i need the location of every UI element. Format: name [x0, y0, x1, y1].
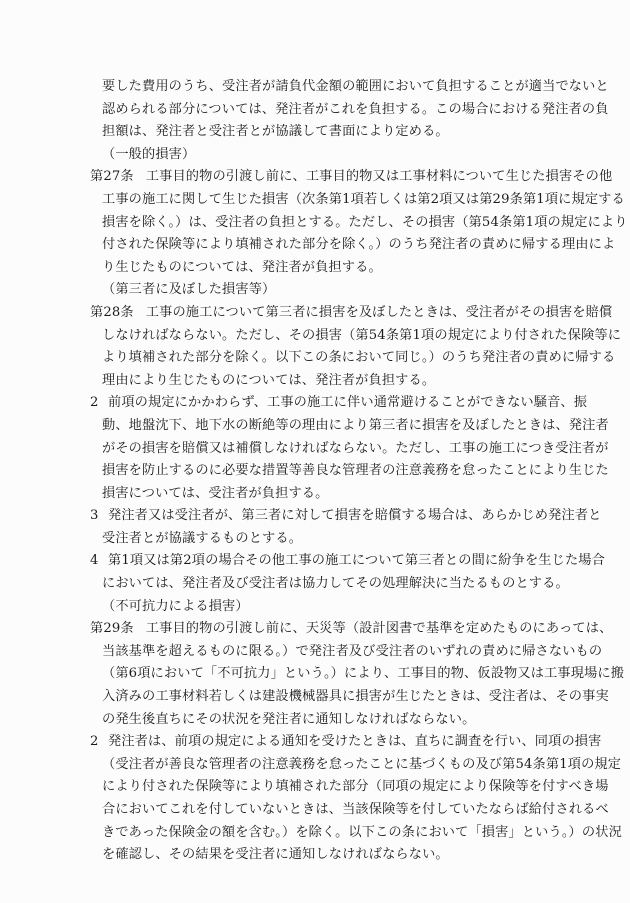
paragraph-first-line — [90, 505, 602, 528]
paragraph-number: 2 — [90, 395, 99, 411]
text-line: の発生後直ちにその状況を発注者に通知しなければならない。 — [102, 711, 476, 727]
article-first-line — [90, 302, 613, 325]
text-line: 損害を防止するのに必要な措置等善良な管理者の注意義務を怠ったことにより生じた — [102, 463, 609, 479]
text-segment: 第1項又は第2項の場合その他工事の施工について第三者との間に紛争を生じた場合 — [108, 553, 605, 569]
text-line: 担額は、発注者と受注者とが協議して書面により定める。 — [102, 124, 449, 140]
text-line: （受注者が善良な管理者の注意義務を怠ったことに基づくもの及び第54条第1項の規定 — [102, 756, 622, 772]
article-first-line — [90, 618, 613, 641]
article-number: 第28条 — [90, 304, 134, 320]
text-line: り生じたものについては、発注者が負担する。 — [102, 259, 382, 275]
text-segment: 工事目的物の引渡し前に、天災等（設計図書で基準を定めたものにあっては、 — [145, 621, 613, 637]
article-number: 第27条 — [90, 169, 134, 185]
text-line: 認められる部分については、発注者がこれを負担する。この場合における発注者の負 — [102, 101, 609, 117]
text-line: 損害については、受注者が負担する。 — [102, 485, 329, 501]
paragraph-number: 3 — [90, 508, 99, 524]
article-caption: （不可抗力による損害） — [102, 598, 249, 614]
text-line: 入済みの工事材料若しくは建設機械器具に損害が生じたときは、受注者は、その事実 — [102, 689, 609, 705]
article-caption: （一般的損害） — [102, 146, 196, 162]
paragraph-number: 2 — [90, 734, 99, 750]
article-28-paragraph-2 — [90, 392, 609, 505]
article-number: 第29条 — [90, 621, 134, 637]
text-line: 要した費用のうち、受注者が請負代金額の範囲において負担することが適当でないと — [102, 79, 609, 94]
text-line: を確認し、その結果を受注者に通知しなければならない。 — [102, 847, 449, 863]
paragraph-first-line — [90, 550, 605, 573]
article-28-paragraph-4 — [90, 550, 605, 595]
paragraph-first-line — [90, 392, 588, 415]
text-line: 動、地盤沈下、地下水の断絶等の理由により第三者に損害を及ぼしたときは、発注者 — [102, 417, 609, 433]
text-line: がその損害を賠償又は補償しなければならない。ただし、工事の施工につき受注者が — [102, 440, 609, 456]
text-segment: 工事の施工について第三者に損害を及ぼしたときは、受注者がその損害を賠償 — [145, 304, 613, 320]
article-first-line — [90, 166, 613, 189]
article-29-paragraph-2 — [90, 731, 622, 867]
text-line: 工事の施工に関して生じた損害（次条第1項若しくは第2項又は第29条第1項に規定する — [102, 191, 625, 207]
text-line: においては、発注者及び受注者は協力してその処理解決に当たるものとする。 — [102, 576, 569, 592]
text-line: 当該基準を超えるものに限る。）で発注者及び受注者のいずれの責めに帰さないもの — [102, 643, 603, 659]
article-27 — [90, 166, 628, 279]
continuation-paragraph — [90, 76, 609, 144]
document-page — [90, 76, 628, 867]
article-28-paragraph-3 — [90, 505, 602, 550]
text-segment: 発注者又は受注者が、第三者に対して損害を賠償する場合は、あらかじめ発注者と — [108, 508, 602, 524]
text-line: しなければならない。ただし、その損害（第54条第1項の規定により付された保険等に — [102, 327, 622, 343]
text-line: より填補された部分を除く。以下この条において同じ。）のうち発注者の責めに帰する — [102, 350, 616, 366]
text-line: （第6項において「不可抗力」という。）により、工事目的物、仮設物又は工事現場に搬 — [102, 666, 625, 682]
paragraph-first-line — [90, 731, 602, 754]
text-segment: 工事目的物の引渡し前に、工事目的物又は工事材料について生じた損害その他 — [145, 169, 613, 185]
text-segment: 発注者は、前項の規定による通知を受けたときは、直ちに調査を行い、同項の損害 — [108, 734, 602, 750]
article-caption: （第三者に及ぼした損害等） — [102, 282, 276, 298]
text-line: 理由により生じたものについては、発注者が負担する。 — [102, 372, 436, 388]
text-line: きであった保険金の額を含む。）を除く。以下この条において「損害」という。）の状況 — [102, 824, 622, 840]
text-segment: 前項の規定にかかわらず、工事の施工に伴い通常避けることができない騒音、振 — [108, 395, 588, 411]
paragraph-number: 4 — [90, 553, 99, 569]
text-line: 損害を除く。）は、受注者の負担とする。ただし、その損害（第54条第1項の規定により — [102, 214, 628, 230]
text-line: 受注者とが協議するものとする。 — [102, 530, 303, 546]
text-line: 付された保険等により填補された部分を除く。）のうち発注者の責めに帰する理由によ — [102, 237, 616, 253]
text-line: 合においてこれを付していないときは、当該保険等を付していたならば給付されるべ — [102, 802, 609, 817]
text-line: により付された保険等により填補された部分（同項の規定により保険等を付すべき場 — [102, 779, 609, 795]
article-29 — [90, 618, 625, 731]
article-28 — [90, 302, 622, 392]
